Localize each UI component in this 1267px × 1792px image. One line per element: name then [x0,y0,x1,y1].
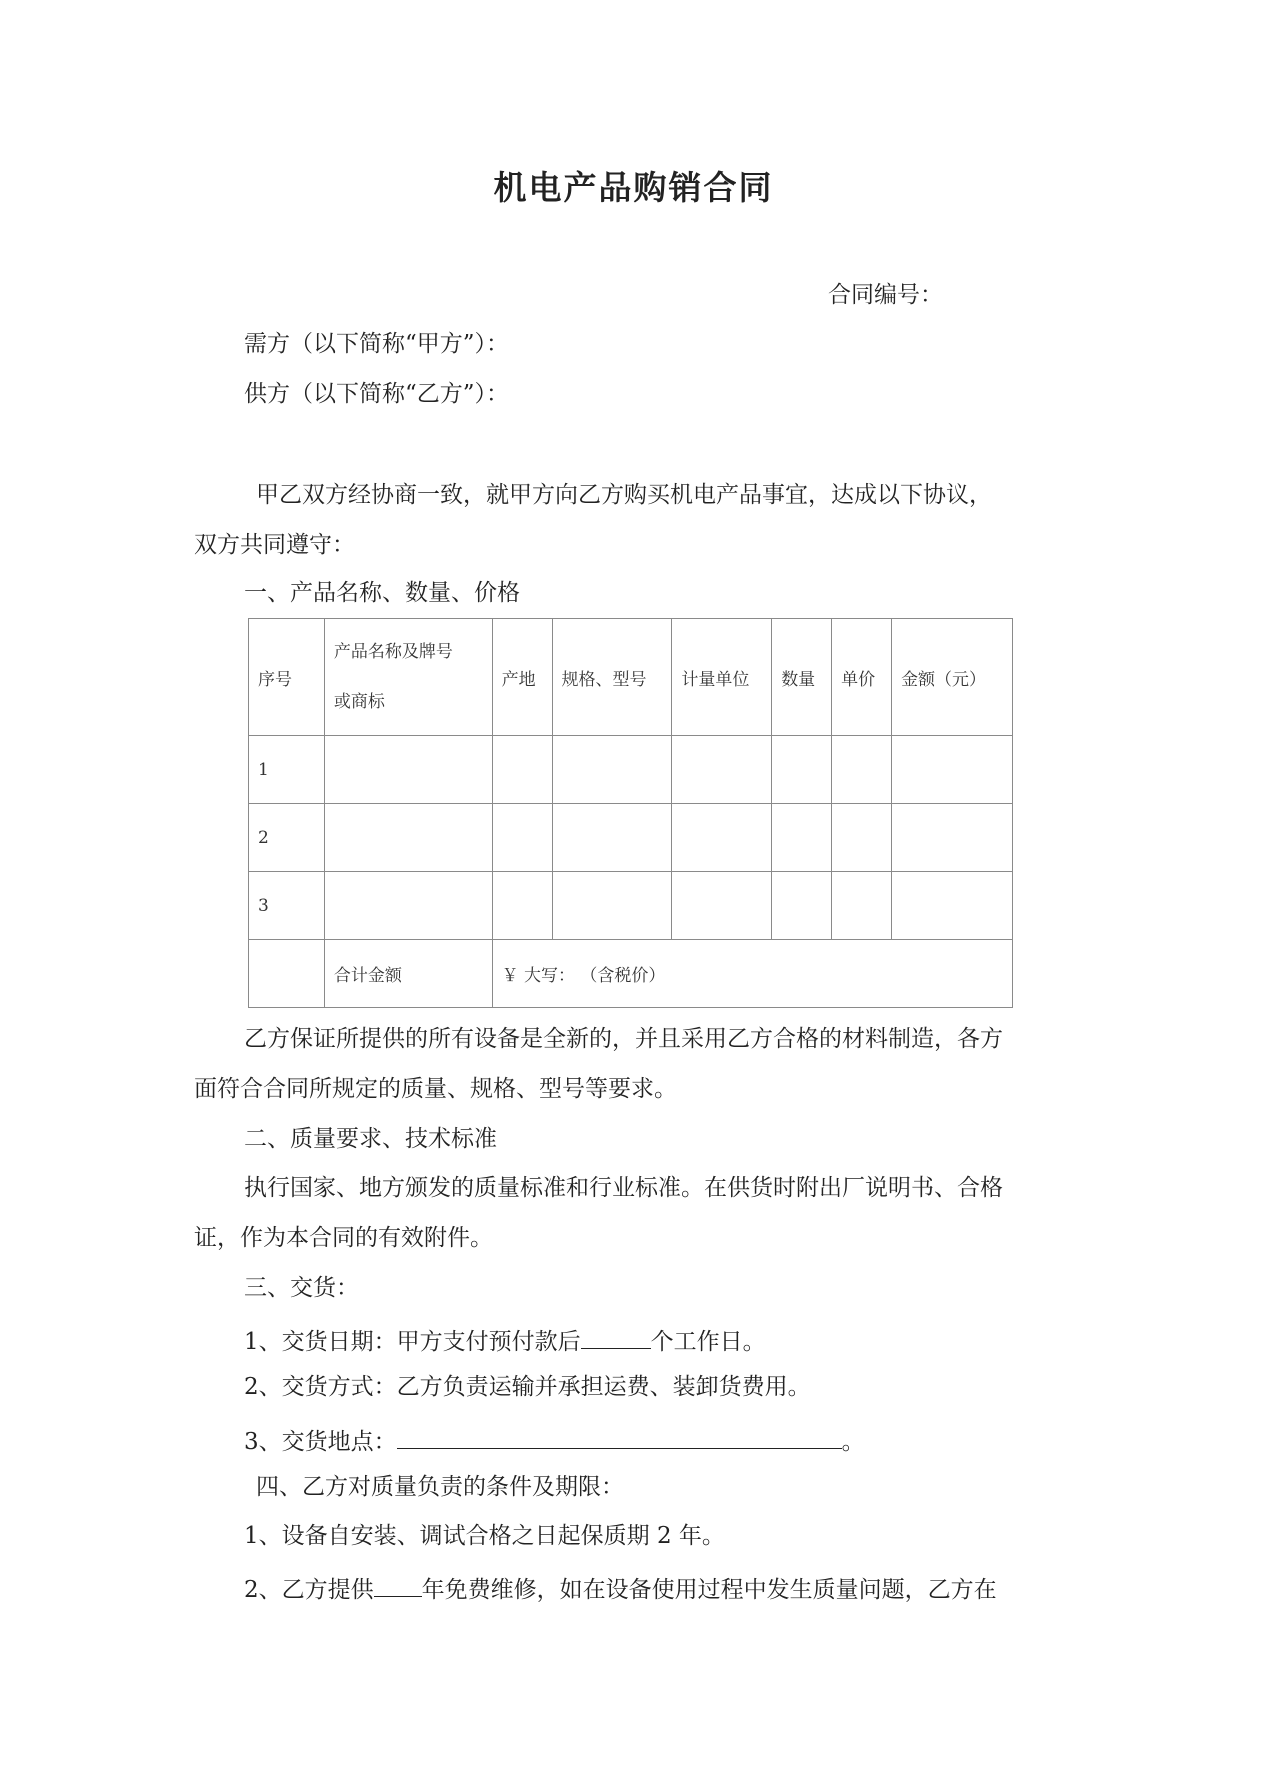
section-4-heading: 四、乙方对质量负责的条件及期限： [256,1474,624,1500]
table-row [249,804,1013,872]
table-cell [324,804,492,872]
intro-paragraph-line-1: 甲乙双方经协商一致，就甲方向乙方购买机电产品事宜，达成以下协议， [256,482,992,508]
section-2-line-2: 证，作为本合同的有效附件。 [194,1225,493,1251]
table-cell [249,940,325,1008]
table-cell [892,736,1013,804]
document-title: 机电产品购销合同 [493,168,774,207]
product-table [248,618,1013,1008]
section-3-heading: 三、交货： [244,1275,359,1301]
delivery-place-suffix: 。 [841,1429,865,1455]
delivery-days-blank[interactable] [581,1326,651,1349]
table-cell [324,736,492,804]
seller-label: 供方（以下简称“乙方”）： [244,381,510,407]
table-cell [772,804,832,872]
row-serial: 3 [249,872,325,940]
table-cell [892,872,1013,940]
section-2-heading: 二、质量要求、技术标准 [244,1126,497,1152]
header-unit-price: 单价 [832,619,892,736]
table-cell [832,872,892,940]
table-cell [324,872,492,940]
table-total-row [249,940,1013,1008]
section-2-line-1: 执行国家、地方颁发的质量标准和行业标准。在供货时附出厂说明书、合格 [244,1175,1003,1201]
header-quantity: 数量 [772,619,832,736]
guarantee-line-2: 面符合合同所规定的质量、规格、型号等要求。 [194,1076,677,1102]
warranty-line-1: 1、设备自安装、调试合格之日起保质期 2 年。 [244,1523,725,1549]
guarantee-line-1: 乙方保证所提供的所有设备是全新的，并且采用乙方合格的材料制造，各方 [244,1026,1003,1052]
table-cell [552,804,672,872]
table-cell [672,736,772,804]
header-product-name-line-2: 或商标 [333,692,385,712]
table-cell [492,736,552,804]
delivery-place-blank[interactable] [397,1426,842,1449]
total-label: 合计金额 [324,940,492,1008]
delivery-date-suffix: 个工作日。 [650,1329,766,1355]
warranty-prefix: 2、乙方提供 [244,1577,374,1603]
table-cell [672,872,772,940]
warranty-line-2 [244,1574,997,1602]
delivery-place-prefix: 3、交货地点： [244,1429,397,1455]
table-cell [552,736,672,804]
warranty-suffix: 年免费维修，如在设备使用过程中发生质量问题，乙方在 [421,1577,997,1603]
table-cell [772,872,832,940]
table-cell [832,736,892,804]
table-cell [832,804,892,872]
row-serial: 2 [249,804,325,872]
delivery-date-prefix: 1、交货日期：甲方支付预付款后 [244,1329,581,1355]
table-row [249,872,1013,940]
table-row [249,736,1013,804]
header-product-name-line-1: 产品名称及牌号 [333,642,453,662]
header-origin: 产地 [492,619,552,736]
header-serial: 序号 [249,619,325,736]
delivery-place-line [244,1426,865,1454]
contract-number-label: 合同编号： [828,282,943,308]
header-amount: 金额（元） [892,619,1013,736]
buyer-label: 需方（以下简称“甲方”）： [244,331,510,357]
delivery-date-line [244,1326,766,1354]
delivery-method-line: 2、交货方式：乙方负责运输并承担运费、装卸货费用。 [244,1374,811,1400]
row-serial: 1 [249,736,325,804]
table-cell [492,872,552,940]
header-product-name [324,619,492,736]
table-header-row [249,619,1013,736]
header-unit: 计量单位 [672,619,772,736]
table-cell [892,804,1013,872]
table-cell [552,872,672,940]
section-1-heading: 一、产品名称、数量、价格 [244,580,520,606]
table-cell [492,804,552,872]
table-cell [772,736,832,804]
total-value: ￥ 大写： （含税价） [492,940,1012,1008]
intro-paragraph-line-2: 双方共同遵守： [194,532,355,558]
table-cell [672,804,772,872]
header-spec-model: 规格、型号 [552,619,672,736]
free-repair-years-blank[interactable] [374,1574,422,1597]
